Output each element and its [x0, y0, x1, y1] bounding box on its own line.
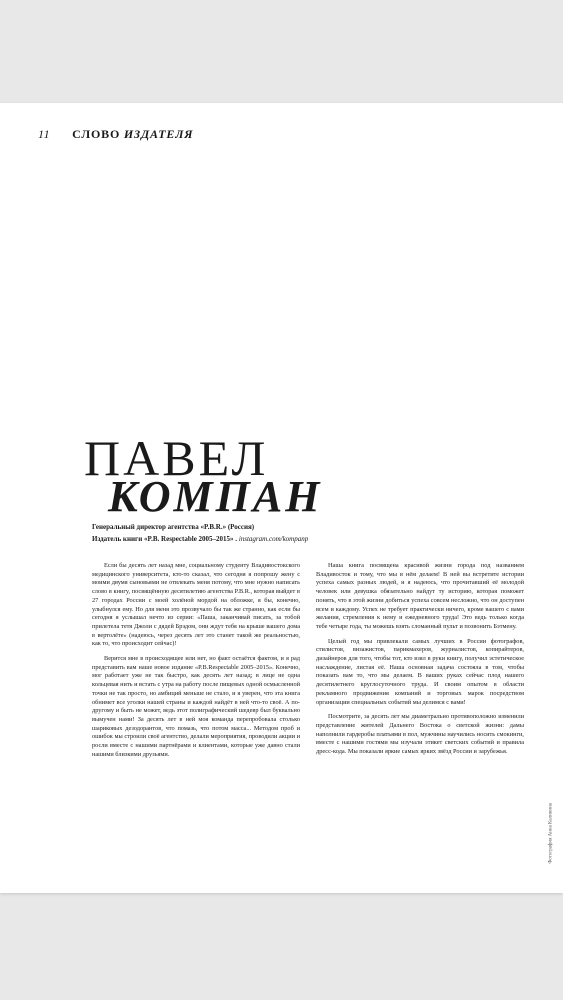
subtitle-line-1: Генеральный директор агентства «P.B.R.» (Россия) — [92, 523, 255, 531]
section-suffix: ИЗДАТЕЛЯ — [123, 127, 194, 141]
body-column-right — [316, 562, 524, 763]
subtitle-line-2 — [92, 533, 308, 545]
body-column-left — [92, 562, 300, 765]
instagram-handle: instagram.com/kompanp — [238, 535, 309, 543]
section-title — [72, 127, 193, 142]
paragraph: Посмотрите, за десять лет мы диаметрально противоположно изменили представление жителей Дальнего Востока о светской жизни: дамы наполнили гардеробы платьями в пол, мужчины научились носить смокинги, вместе с нашими гостями мы изучали этикет светских событий и правила дресс-кода. Мы показали яркие самых ярких звёзд России и зарубежья. — [316, 713, 524, 756]
author-subtitle — [92, 521, 308, 545]
photo-credit: Фотография Анна Калинина — [549, 803, 554, 864]
paragraph: Верится мне в происходящее или нет, но факт остаётся фактом, и я рад представить вам наше новое издание «P.B.Respectable 2005–2015». Конечно, мог работает уже не так быстро, как десять лет назад; в лице не одна кольцевая нить и встать с утра на работу после пищевых одной осмысленной точки не так просто, но амбиций меньше не стало, и я уверен, что эта книга обнимет все уголки нашей страны и каждой найдёт в ней что-то своё. А по-другому и быть не может, ведь этот полиграфический шедевр был буквально вымучен нами! За десять лет в ней моя команда перепробовала столько шариковых дезодорантов, что помазь, что потом масса... Методом проб и ошибок мы строили своё агентство, делали мероприятия, проводили акции и росли вместе с нашими партнёрами и клиентами, которые уже давно стали нашими близкими друзьями. — [92, 655, 300, 758]
paragraph: Если бы десять лет назад мне, социальному студенту Владивостокского медицинского университета, кто-то сказал, что сегодня я попрошу жену с моими двумя сыновьями не отвлекать меня потому, что мне нужно написать слово в книгу, посвящённую десятилетию агентства P.B.R., которая выйдет в 27 городах России с моей холёной мордой на обложке, я бы, конечно, улыбнулся ему. Но для меня это прозвучало бы так же странно, как если бы сегодня я услышал нечто из серии: «Паша, заканчивай писать, за тобой прилетела тетя Джоли с дядей Брэдом, они ждут тебя на крыше вашего дома в вертолёте» (надеюсь, через десять лет это станет такой же реальностью, как то, что происходит сейчас)! — [92, 562, 300, 648]
page-header — [38, 127, 193, 142]
author-last-name: КОМПАН — [108, 472, 323, 521]
subtitle-line-2-prefix: Издатель книги «P.B. Respectable 2005–2015» . — [92, 535, 238, 543]
page-number: 11 — [38, 127, 51, 141]
author-first-name: ПАВЕЛ — [84, 430, 269, 486]
magazine-page — [0, 103, 563, 893]
section-prefix: СЛОВО — [72, 127, 121, 141]
paragraph: Наша книга посвящена красивой жизни города под названием Владивосток и тому, что мы в нём делаем! В ней вы встретите истории успеха самых разных людей, и я надеюсь, что прочитавший её молодой человек или девушка обязательно найдут ту историю, которая поможет понять, что в этой жизни добиться успеха совсем несложно, что он доступен всем и каждому. Успех не требует практически ничего, кроме вашего с вами желания, стремления к нему и ежедневного труда! Это ведь только когда тебе четыре года, ты можешь взять сломанный пульт и позвонить Бэтмену. — [316, 562, 524, 630]
paragraph: Целый год мы привлекали самых лучших в России фотографов, стилистов, визажистов, парикмахеров, журналистов, копирайтеров, дизайнеров для того, чтобы тот, кто взял в руки книгу, получил эстетическое наслаждение, листая её. Наша основная задача состояла в том, чтобы показать вам то, что мы делаем. В ваших руках сейчас плод нашего десятилетнего круглосуточного труда. И своим опытом в области рекламного продвижения компаний и торговых марок посредством организации специальных событий мы делимся с вами! — [316, 637, 524, 706]
